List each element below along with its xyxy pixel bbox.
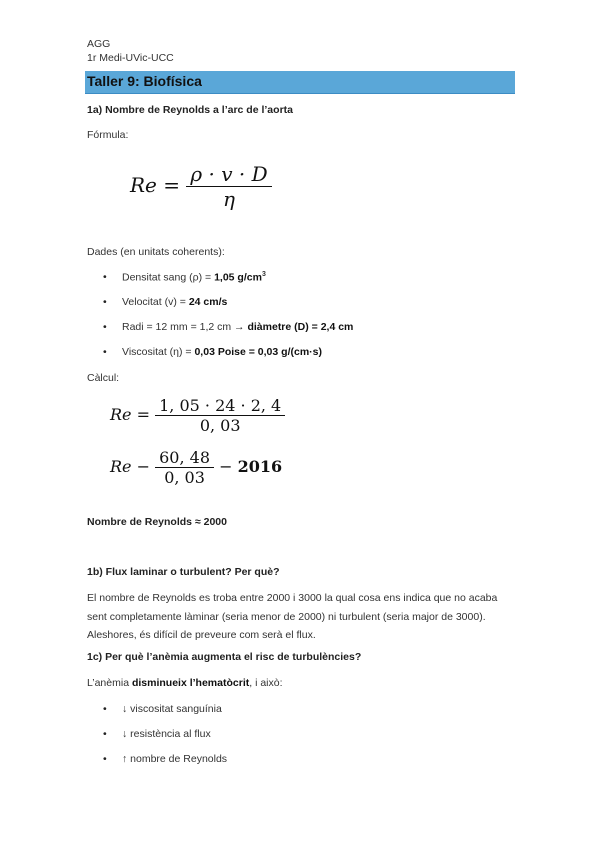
paragraph-1b: El nombre de Reynolds es troba entre 2000 i 3000 la qual cosa ens indica que no acaba sent completamente làminar (seria menor de 2000) ni turbulent (seria major de 3000). Aleshores, és difícil de preveure com serà el flux. bbox=[87, 592, 498, 641]
data-item-velocity: Velocitat (v) = 24 cm/s bbox=[122, 296, 228, 308]
formula-label: Fórmula: bbox=[87, 129, 129, 141]
effect-item: ↑ nombre de Reynolds bbox=[122, 753, 228, 765]
bullet-marker: • bbox=[103, 346, 107, 358]
heading-1c: 1c) Per què l’anèmia augmenta el risc de turbulències? bbox=[87, 651, 362, 663]
bullet-marker: • bbox=[103, 703, 107, 715]
calc-label: Càlcul: bbox=[87, 372, 120, 384]
page-title: Taller 9: Biofísica bbox=[87, 73, 202, 89]
header-course: 1r Medi-UVic-UCC bbox=[87, 52, 174, 64]
formula-numerator: ρ · v · D bbox=[190, 162, 268, 186]
heading-1a: 1a) Nombre de Reynolds a l’arc de l’aorta bbox=[87, 104, 293, 116]
bullet-marker: • bbox=[103, 271, 107, 283]
bullet-marker: • bbox=[103, 296, 107, 308]
calc-result: 2016 bbox=[237, 457, 283, 476]
effect-item: ↓ resistència al flux bbox=[122, 728, 211, 740]
data-item-radius: Radi = 12 mm = 1,2 cm → diàmetre (D) = 2,4 cm bbox=[122, 321, 354, 333]
data-item-density: Densitat sang (ρ) = 1,05 $g/cm^3$ bbox=[122, 271, 266, 284]
header-author: AGG bbox=[87, 38, 111, 50]
calc2-fraction: $\frac{60, 48}{0, 03}$ bbox=[155, 448, 214, 487]
calc-step-2: Re − $\frac{60, 48}{0, 03}$ − 2016 bbox=[110, 448, 283, 487]
data-item-viscosity: Viscositat (η) = 0,03 Poise = 0,03 g/(cm·s) bbox=[122, 346, 322, 358]
formula-denominator: η bbox=[186, 186, 271, 211]
effect-item: ↓ viscositat sanguínia bbox=[122, 703, 222, 715]
data-label: Dades (en unitats coherents): bbox=[87, 246, 225, 258]
title-bar bbox=[85, 71, 515, 94]
bullet-marker: • bbox=[103, 753, 107, 765]
reynolds-formula bbox=[130, 162, 272, 211]
calc1-fraction: $\frac{1, 05 \cdot 24 \cdot 2, 4}{0, 03}$ bbox=[155, 396, 285, 435]
bullet-marker: • bbox=[103, 321, 107, 333]
formula-lhs: Re bbox=[130, 173, 157, 197]
heading-1b: 1b) Flux laminar o turbulent? Per què? bbox=[87, 566, 280, 578]
reynolds-result: Nombre de Reynolds ≈ 2000 bbox=[87, 516, 227, 528]
formula-fraction bbox=[186, 162, 271, 211]
calc-step-1: Re = $\frac{1, 05 \cdot 24 \cdot 2, 4}{0, 03}$ bbox=[110, 396, 285, 435]
bullet-marker: • bbox=[103, 728, 107, 740]
intro-1c: L’anèmia disminueix l’hematòcrit, i això: bbox=[87, 677, 283, 689]
formula-eq: = bbox=[163, 173, 181, 197]
